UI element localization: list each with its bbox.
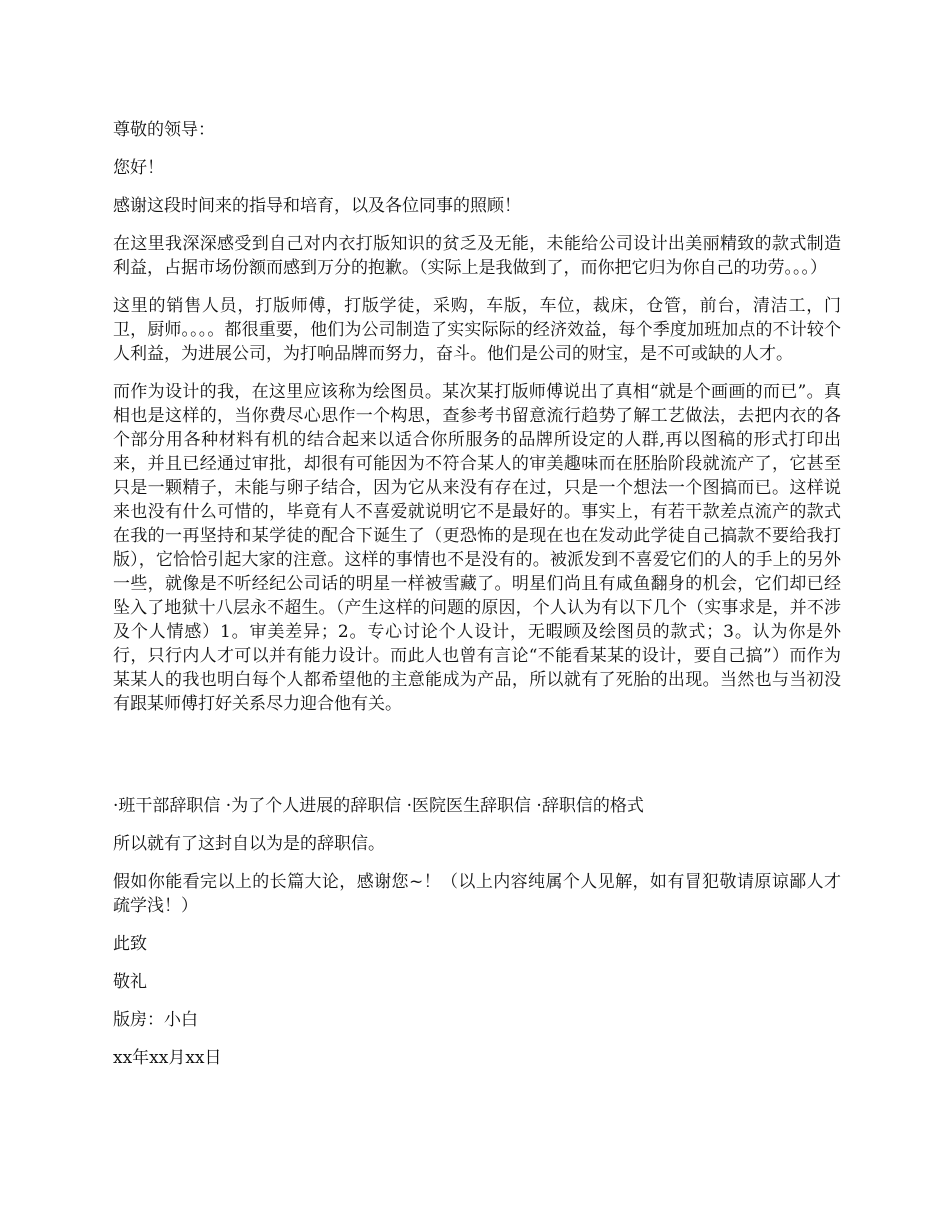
closing-line-1: 此致 xyxy=(113,934,147,954)
paragraph-thanks-reader: 假如你能看完以上的长篇大论，感谢您~！（以上内容纯属个人见解，如有冒犯敬请原谅鄙人才疏学浅！） xyxy=(113,872,841,916)
thanks-paragraph: 感谢这段时间来的指导和培育，以及各位同事的照顾！ xyxy=(113,196,521,216)
closing-line-2: 敬礼 xyxy=(113,972,147,992)
letter-body xyxy=(113,118,841,1070)
paragraph-apology: 在这里我深深感受到自己对内衣打版知识的贫乏及无能，未能给公司设计出美丽精致的款式制造利益，占据市场份额而感到万分的抱歉。（实际上是我做到了，而你把它归为你自己的功劳。。。） xyxy=(113,234,841,278)
salutation: 尊敬的领导： xyxy=(113,120,215,140)
related-links[interactable]: ·班干部辞职信 ·为了个人进展的辞职信 ·医院医生辞职信 ·辞职信的格式 xyxy=(113,796,644,816)
greeting: 您好！ xyxy=(113,158,164,178)
paragraph-reason: 所以就有了这封自以为是的辞职信。 xyxy=(113,834,385,854)
date: xx年xx月xx日 xyxy=(113,1048,222,1068)
signature: 版房：小白 xyxy=(113,1010,198,1030)
paragraph-colleagues: 这里的销售人员，打版师傅，打版学徒，采购，车版，车位，裁床，仓管，前台，清洁工，门卫，厨师。。。。都很重要，他们为公司制造了实实际际的经济效益，每个季度加班加点的不计较个人利益，为进展公司，为打响品牌而努力，奋斗。他们是公司的财宝，是不可或缺的人才。 xyxy=(113,296,841,364)
paragraph-designer: 而作为设计的我，在这里应该称为绘图员。某次某打版师傅说出了真相“就是个画画的而已”。真相也是这样的，当你费尽心思作一个构思，查参考书留意流行趋势了解工艺做法，去把内衣的各个部分用各种材料有机的结合起来以适合你所服务的品牌所设定的人群,再以图稿的形式打印出来，并且已经通过审批，却很有可能因为不符合某人的审美趣味而在胚胎阶段就流产了，它甚至只是一颗精子，未能与卵子结合，因为它从来没有存在过，只是一个想法一个图搞而已。这样说来也没有什么可惜的，毕竟有人不喜爱就说明它不是最好的。事实上，有若干款差点流产的款式在我的一再坚持和某学徒的配合下诞生了（更恐怖的是现在也在发动此学徒自己搞款不要给我打版），它恰恰引起大家的注意。这样的事情也不是没有的。被派发到不喜爱它们的人的手上的另外一些，就像是不听经纪公司话的明星一样被雪藏了。明星们尚且有咸鱼翻身的机会，它们却已经坠入了地狱十八层永不超生。（产生这样的问题的原因，个人认为有以下几个（实事求是，并不涉及个人情感）1。审美差异；2。专心讨论个人设计，无暇顾及绘图员的款式；3。认为你是外行，只行内人才可以并有能力设计。而此人也曾有言论“不能看某某的设计，要自己搞”）而作为某某人的我也明白每个人都希望他的主意能成为产品，所以就有了死胎的出现。当然也与当初没有跟某师傅打好关系尽力迎合他有关。 xyxy=(113,382,841,714)
